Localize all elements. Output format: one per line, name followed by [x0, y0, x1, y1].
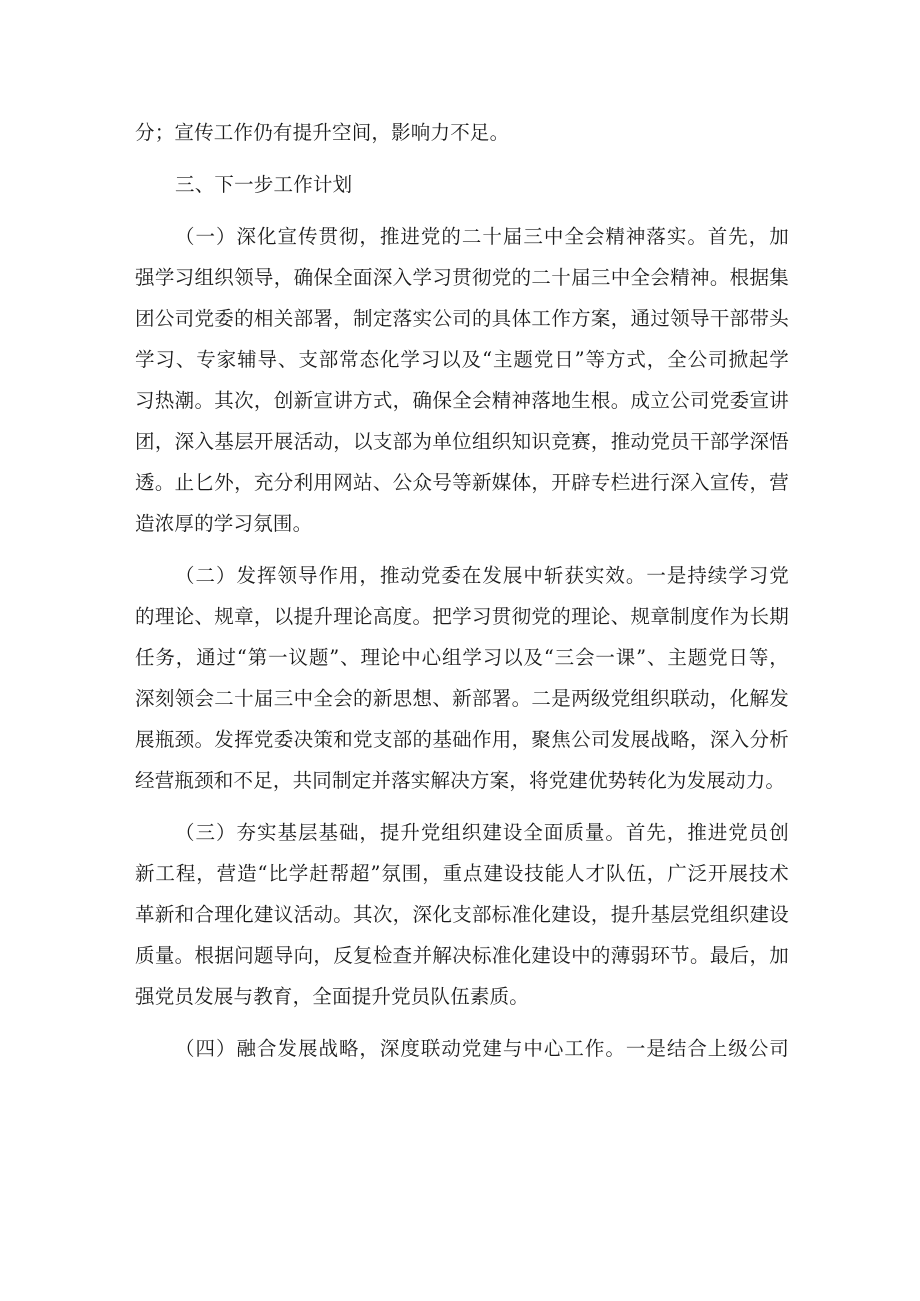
paragraph-gap	[135, 205, 789, 216]
text-line: 团，深入基层开展活动，以支部为单位组织知识竞赛，推动党员干部学深悟	[135, 430, 789, 453]
paragraph-1-heading-line: （一）深化宣传贯彻，推进党的二十届三中全会精神落实。首先，加	[175, 225, 789, 248]
text-line: 习热潮。其次，创新宣讲方式，确保全会精神落地生根。成立公司党委宣讲	[135, 389, 789, 412]
paragraph-3-heading-line: （三）夯实基层基础，提升党组织建设全面质量。首先，推进党员创	[175, 821, 789, 844]
paragraph-2-heading-line: （二）发挥领导作用，推动党委在发展中斩获实效。一是持续学习党	[175, 564, 789, 587]
text-line: 经营瓶颈和不足，共同制定并落实解决方案，将党建优势转化为发展动力。	[135, 769, 786, 792]
text-line: 革新和合理化建议活动。其次，深化支部标准化建设，提升基层党组织建设	[135, 903, 789, 926]
text-line: 深刻领会二十届三中全会的新思想、新部署。二是两级党组织联动，化解发	[135, 687, 789, 710]
text-line: 强学习组织领导，确保全面深入学习贯彻党的二十届三中全会精神。根据集	[135, 266, 789, 289]
text-line: 质量。根据问题导向，反复检查并解决标准化建设中的薄弱环节。最后，加	[135, 944, 789, 967]
document-body	[135, 112, 789, 1069]
paragraph-gap	[135, 801, 789, 812]
text-line: 团公司党委的相关部署，制定落实公司的具体工作方案，通过领导干部带头	[135, 307, 789, 330]
text-line: 造浓厚的学习氛围。	[135, 512, 313, 535]
paragraph-gap	[135, 153, 789, 164]
text-line: 展瓶颈。发挥党委决策和党支部的基础作用，聚焦公司发展战略，深入分析	[135, 728, 789, 751]
text-line: 任务，通过“第一议题”、理论中心组学习以及“三会一课”、主题党日等，	[135, 646, 789, 669]
paragraph-gap	[135, 1017, 789, 1028]
text-line: 学习、专家辅导、支部常态化学习以及“主题党日”等方式，全公司掀起学	[135, 348, 789, 371]
section-heading: 三、下一步工作计划	[175, 173, 353, 196]
paragraph-gap	[135, 544, 789, 555]
text-line: 强党员发展与教育，全面提升党员队伍素质。	[135, 985, 530, 1008]
text-line: 新工程，营造“比学赶帮超”氛围，重点建设技能人才队伍，广泛开展技术	[135, 862, 789, 885]
text-line: 的理论、规章，以提升理论高度。把学习贯彻党的理论、规章制度作为长期	[135, 605, 789, 628]
text-line: 透。止匕外，充分利用网站、公众号等新媒体，开辟专栏进行深入宣传，营	[135, 471, 789, 494]
text-line: 分；宣传工作仍有提升空间，影响力不足。	[135, 121, 510, 144]
paragraph-4-heading-line: （四）融合发展战略，深度联动党建与中心工作。一是结合上级公司	[175, 1037, 789, 1060]
